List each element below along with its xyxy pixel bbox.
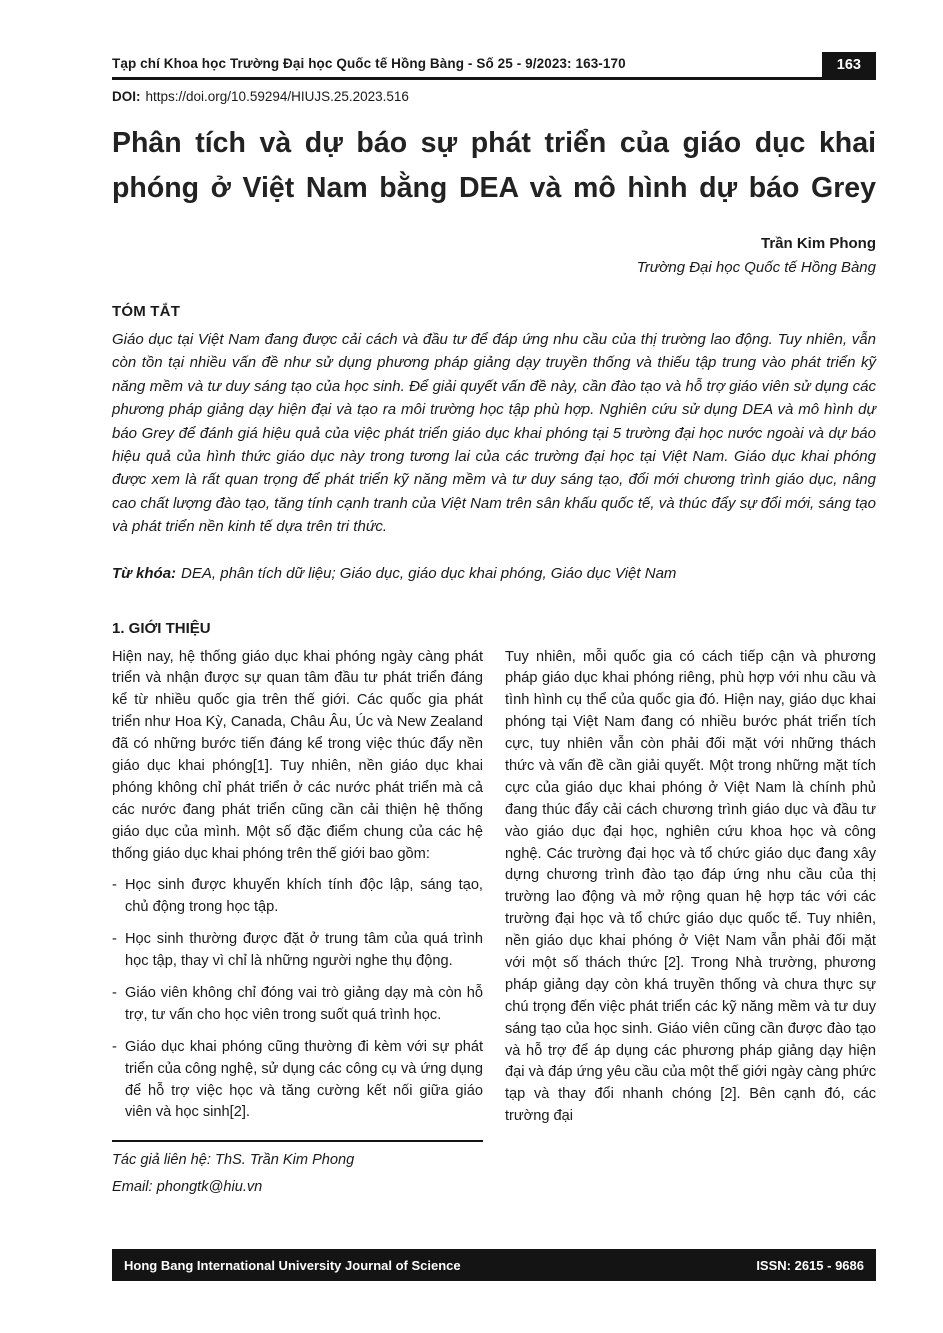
- article-title: Phân tích và dự báo sự phát triển của giáo dục khai phóng ở Việt Nam bằng DEA và mô hình dự báo Grey: [112, 127, 876, 205]
- corresponding-author-note: [112, 1140, 483, 1199]
- doi-link[interactable]: https://doi.org/10.59294/HIUJS.25.2023.516: [145, 89, 409, 104]
- intro-left-paragraph: Hiện nay, hệ thống giáo dục khai phóng ngày càng phát triển và nhận được sự quan tâm đầu tư phát triển đáng kể từ nhiều quốc gia trên thế giới. Các quốc gia phát triển như Hoa Kỳ, Canada, Châu Âu, Úc và New Zealand đã có những bước tiến đáng kể trong việc thúc đẩy nền giáo dục khai phóng[1]. Tuy nhiên, nền giáo dục khai phóng không chỉ phát triển ở các nước phát triển mà cả các nước đang phát triển cũng cần cải thiện hệ thống giáo dục của mình. Một số đặc điểm chung của các hệ thống giáo dục khai phóng trên thế giới bao gồm:: [112, 648, 483, 862]
- doi-line: [112, 89, 876, 104]
- keywords-text: DEA, phân tích dữ liệu; Giáo dục, giáo dục khai phóng, Giáo dục Việt Nam: [181, 564, 677, 582]
- abstract-body: Giáo dục tại Việt Nam đang được cải cách và đầu tư để đáp ứng nhu cầu của thị trường lao động. Tuy nhiên, vẫn còn tồn tại nhiều vấn đề như sử dụng phương pháp giảng dạy truyền thống và thiếu tập trung vào phát triển kỹ năng mềm và tư duy sáng tạo của học sinh. Để giải quyết vấn đề này, cần đào tạo và hỗ trợ giáo viên sử dụng các phương pháp giảng dạy hiện đại và tạo ra môi trường học tập phù hợp. Nghiên cứu sử dụng DEA và mô hình dự báo Grey để đánh giá hiệu quả của việc phát triển giáo dục khai phóng tại 5 trường đại học nước ngoài và dự báo hiệu quả của hình thức giáo dục này trong tương lai của các trường đại học tại Việt Nam. Giáo dục khai phóng được xem là rất quan trọng để phát triển kỹ năng mềm và tư duy sáng tạo, đổi mới chương trình giáo dục, nâng cao chất lượng đào tạo, tăng tính cạnh tranh của Việt Nam trên sân khấu quốc tế, và thúc đẩy sự đổi mới, sáng tạo và phát triển nền kinh tế dựa trên tri thức.: [112, 331, 876, 536]
- characteristics-list: [112, 875, 483, 1124]
- contact-author-line: Tác giả liên hệ: ThS. Trần Kim Phong: [112, 1152, 355, 1169]
- two-column-body: [112, 647, 876, 1205]
- list-item: - Giáo dục khai phóng cũng thường đi kèm với sự phát triển của công nghệ, sử dụng các công cụ và ứng dụng để hỗ trợ việc học và tăng cường kết nối giữa giáo viên và học sinh[2].: [112, 1037, 483, 1125]
- intro-left-column: [112, 647, 483, 1205]
- author-affiliation: Trường Đại học Quốc tế Hồng Bàng: [636, 259, 876, 277]
- intro-right-paragraph: Tuy nhiên, mỗi quốc gia có cách tiếp cận và phương pháp giáo dục khai phóng riêng, phù hợp với nhu cầu và tình hình cụ thể của quốc gia đó. Hiện nay, giáo dục khai phóng tại Việt Nam đang có nhiều bước phát triển tích cực, tuy nhiên vẫn còn phải đối mặt với những thách thức và vấn đề cần giải quyết. Một trong những mặt tích cực của giáo dục khai phóng ở Việt Nam là chính phủ đang thúc đẩy cải cách chương trình giáo dục và đầu tư vào giáo dục đại học, nghiên cứu khoa học và công nghệ. Các trường đại học và tổ chức giáo dục đang xây dựng chương trình đào tạo đáp ứng nhu cầu của thị trường lao động và mở rộng quan hệ hợp tác với các trường đại học và tổ chức giáo dục quốc tế. Tuy nhiên, nền giáo dục khai phóng ở Việt Nam vẫn phải đối mặt với một số thách thức [2]. Trong Nhà trường, phương pháp giảng dạy còn khá truyền thống và chưa thực sự chú trọng đến việc phát triển các kỹ năng mềm và tư duy sáng tạo của học sinh. Giáo viên cũng cần được đào tạo và hỗ trợ để áp dụng các phương pháp giảng dạy hiện đại và đáp ứng yêu cầu của một thế giới ngày càng phức tạp và thay đổi nhanh chóng [2]. Bên cạnh đó, các trường đại: [505, 648, 876, 1125]
- section-heading-introduction: 1. GIỚI THIỆU: [112, 619, 211, 637]
- page-number-badge: 163: [822, 52, 876, 77]
- page-footer-bar: [112, 1249, 876, 1281]
- journal-title-line: Tạp chí Khoa học Trường Đại học Quốc tế Hồng Bàng - Số 25 - 9/2023: 163-170: [112, 56, 626, 71]
- list-item: - Học sinh được khuyến khích tính độc lập, sáng tạo, chủ động trong học tập.: [112, 875, 483, 919]
- keywords-line: [112, 565, 876, 582]
- header-row: [112, 52, 876, 80]
- list-item: - Giáo viên không chỉ đóng vai trò giảng dạy mà còn hỗ trợ, tư vấn cho học viên trong suốt quá trình học.: [112, 983, 483, 1027]
- list-item: - Học sinh thường được đặt ở trung tâm của quá trình học tập, thay vì chỉ là những người nghe thụ động.: [112, 929, 483, 973]
- footer-issn: ISSN: 2615 - 9686: [756, 1258, 864, 1273]
- doi-label: DOI:: [112, 89, 141, 104]
- author-name: Trần Kim Phong: [760, 235, 876, 253]
- page-header: [112, 52, 876, 104]
- intro-right-column: [505, 647, 876, 1205]
- footer-journal-name: Hong Bang International University Journal of Science: [124, 1258, 461, 1273]
- keywords-label: Từ khóa:: [112, 564, 177, 582]
- abstract-heading: TÓM TẮT: [112, 303, 181, 321]
- contact-email-line[interactable]: Email: phongtk@hiu.vn: [112, 1179, 263, 1196]
